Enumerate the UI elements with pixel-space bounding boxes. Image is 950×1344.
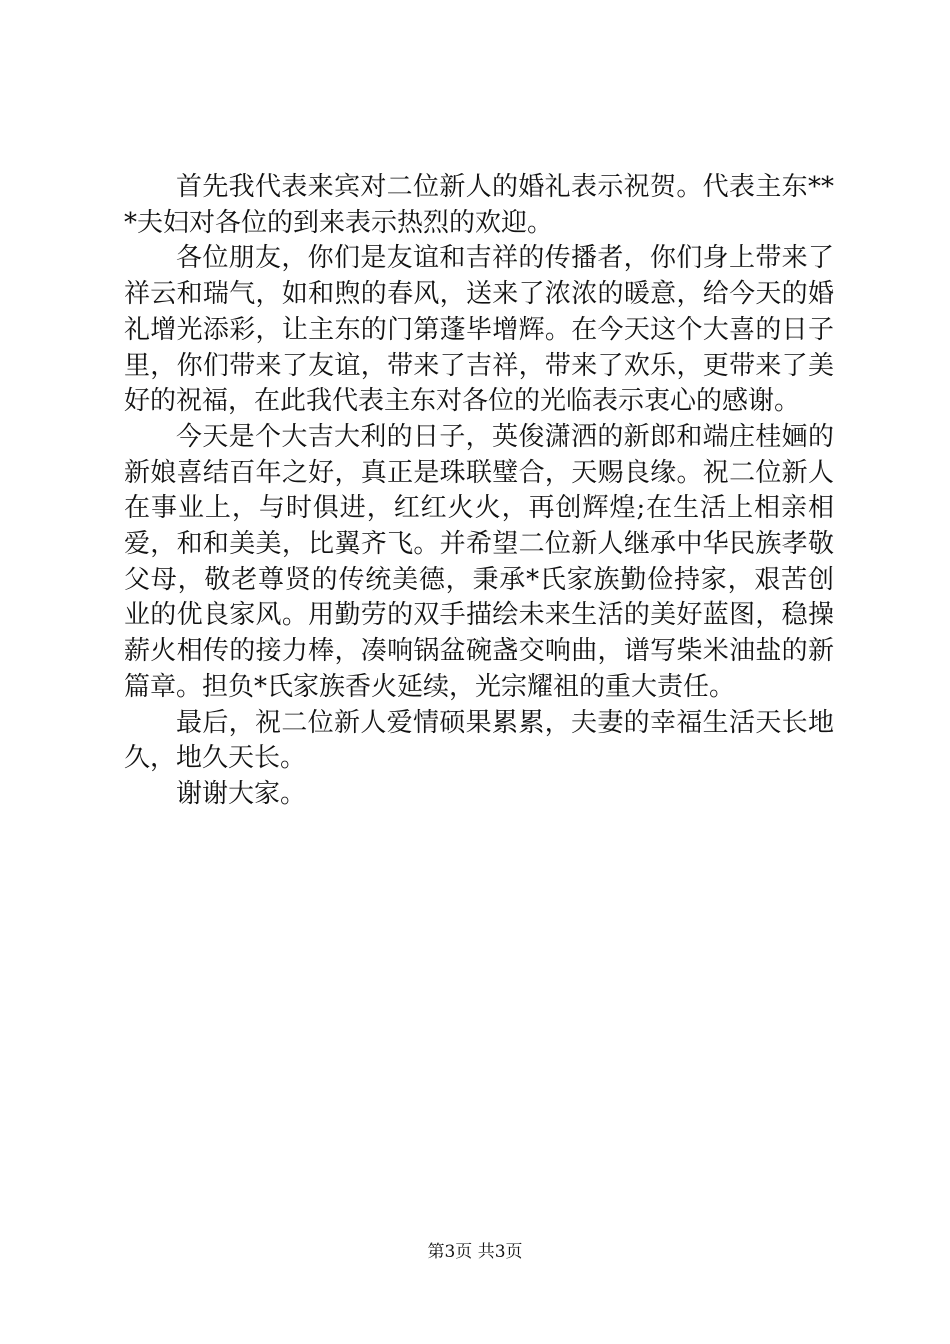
paragraph-greeting: 首先我代表来宾对二位新人的婚礼表示祝贺。代表主东***夫妇对各位的到来表示热烈的欢迎。	[124, 172, 834, 238]
paragraph-closing: 最后，祝二位新人爱情硕果累累，夫妻的幸福生活天长地久，地久天长。	[124, 707, 834, 774]
paragraph-friends: 各位朋友，你们是友谊和吉祥的传播者，你们身上带来了祥云和瑞气，如和煦的春风，送来了浓浓的暖意，给今天的婚礼增光添彩，让主东的门第蓬毕增辉。在今天这个大喜的日子里，你们带来了友谊，带来了吉祥，带来了欢乐，更带来了美好的祝福，在此我代表主东对各位的光临表示衷心的感谢。	[124, 243, 834, 417]
paragraph-thanks: 谢谢大家。	[176, 778, 307, 809]
document-body	[124, 170, 834, 813]
page-number-footer: 第3页 共3页	[427, 1242, 523, 1262]
paragraph-blessing: 今天是个大吉大利的日子，英俊潇洒的新郎和端庄桂婳的新娘喜结百年之好，真正是珠联璧合，天赐良缘。祝二位新人在事业上，与时俱进，红红火火，再创辉煌;在生活上相亲相爱，和和美美，比翼齐飞。并希望二位新人继承中华民族孝敬父母，敬老尊贤的传统美德，秉承*氏家族勤俭持家，艰苦创业的优良家风。用勤劳的双手描绘未来生活的美好蓝图，稳操薪火相传的接力棒，凑响锅盆碗盏交响曲，谱写柴米油盐的新篇章。担负*氏家族香火延续，光宗耀祖的重大责任。	[124, 421, 834, 702]
